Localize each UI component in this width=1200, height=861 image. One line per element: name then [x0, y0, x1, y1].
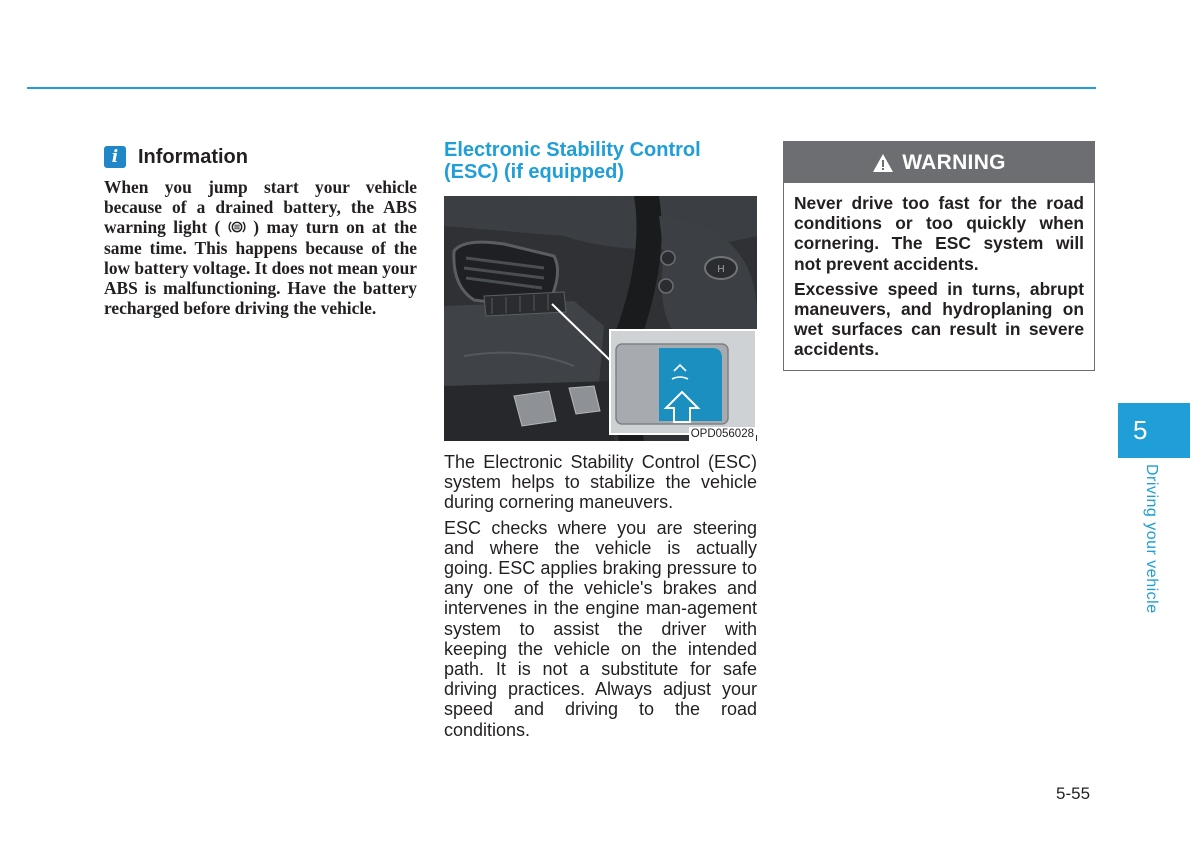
- page-number: 5-55: [1056, 784, 1091, 803]
- warning-box: [783, 141, 1095, 371]
- information-body: [104, 177, 417, 318]
- warning-paragraph: Never drive too fast for the road conditions or too quickly when cornering. The ESC system will not prevent accidents.: [794, 193, 1084, 274]
- information-text-end: ) may turn on at the same time. This happens because of the low battery voltage. It does not mean your ABS is malfunctioning. Have the battery recharged before driving the vehicle.: [104, 217, 418, 319]
- warning-triangle-icon: [872, 153, 894, 173]
- esc-heading: Electronic Stability Control (ESC) (if equipped): [444, 139, 701, 183]
- warning-paragraph: Excessive speed in turns, abrupt maneuvers, and hydroplaning on wet surfaces can result in severe accidents.: [794, 278, 1084, 360]
- information-text-start: When you jump start your vehicle because of a drained battery, the ABS warning light (: [104, 177, 417, 238]
- esc-paragraph: The Electronic Stability Control (ESC) system helps to stabilize the vehicle during cornering maneuvers.: [444, 452, 757, 513]
- information-title: Information: [138, 145, 248, 168]
- chapter-title: Driving your vehicle: [1143, 464, 1160, 614]
- esc-section: [444, 139, 757, 740]
- svg-text:H: H: [717, 264, 725, 275]
- esc-paragraph: ESC checks where you are steering and where the vehicle is actually going. ESC applies braking pressure to any one of the vehicle's brakes and intervenes in the engine man-agement system to assist the driver with keeping the vehicle on the intended path. It is not a substitute for safe driving practices. Always adjust your speed and driving to the road conditions.: [444, 517, 757, 740]
- warning-body: [784, 183, 1094, 360]
- information-box: [104, 144, 417, 318]
- chapter-tab: 5: [1118, 403, 1190, 458]
- information-header: [104, 144, 417, 170]
- esc-figure: [444, 196, 757, 441]
- dashboard-illustration: [444, 196, 757, 441]
- info-icon: i: [104, 146, 126, 168]
- top-rule: [27, 87, 1096, 89]
- warning-header: [784, 142, 1094, 183]
- figure-label: OPD056028: [690, 428, 754, 440]
- warning-title: WARNING: [902, 150, 1006, 174]
- abs-warning-icon: [228, 218, 246, 236]
- esc-body: [444, 452, 757, 745]
